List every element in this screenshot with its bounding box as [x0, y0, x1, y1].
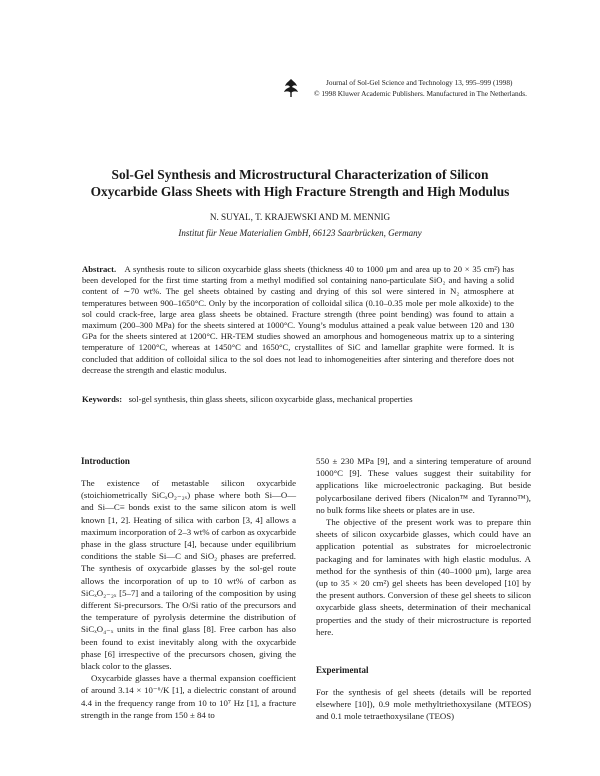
journal-citation: Journal of Sol-Gel Science and Technology 13, 995–999 (1998): [326, 78, 513, 87]
abstract-label: Abstract.: [82, 264, 117, 274]
right-column: [316, 455, 531, 638]
title-line-1: Sol-Gel Synthesis and Microstructural Characterization of Silicon: [111, 167, 489, 182]
keywords-text: sol-gel synthesis, thin glass sheets, silicon oxycarbide glass, mechanical properties: [128, 394, 413, 404]
authors: N. SUYAL, T. KRAJEWSKI AND M. MENNIG: [209, 212, 391, 222]
experimental-text: [316, 686, 531, 723]
copyright-line: © 1998 Kluwer Academic Publishers. Manufactured in The Netherlands.: [314, 89, 527, 98]
intro-paragraph-2: Oxycarbide glasses have a thermal expansion coefficient of around 3.14 × 10⁻⁶/K [1], a dielectric constant of around 4.4 in the frequency range from 10 to 10⁷ Hz [1], a fracture strength in the range from 150 ± 84 to: [81, 673, 296, 720]
keywords: [82, 394, 514, 405]
keywords-label: Keywords:: [82, 394, 123, 404]
section-heading-introduction: Introduction: [81, 456, 130, 466]
experimental-paragraph-1: For the synthesis of gel sheets (details will be reported elsewhere [10]), 0.9 mole methyltriethoxysilane (MTEOS) and 0.1 mole tetraethoxysilane (TEOS): [316, 687, 531, 722]
section-heading-experimental: Experimental: [316, 665, 369, 675]
left-column: [81, 477, 296, 721]
right-paragraph-1: 550 ± 230 MPa [9], and a sintering temperature of around 1000°C [9]. These values suggest their suitability for applications like microelectronic packaging. But beside polycarbosilane derived fibers (Nicalon™ and Tyranno™), no bulk forms like sheets or plates are in use.: [316, 456, 531, 515]
paper-title: [60, 166, 540, 200]
intro-paragraph-1: The existence of metastable silicon oxycarbide (stoichiometrically SiCₓO₂₋₂ₓ) phase where both Si—O— and Si—C≡ bonds exist to the same silicon atom is well known [1, 2]. Heating of silica with carbon [3, 4] allows a maximum incorporation of 2–3 wt% of carbon as oxycarbide phase in the glass structure [4], because under equilibrium conditions the stable Si—C and SiO₂ phases are preferred. The synthesis of oxycarbide glasses by the sol-gel route allows the incorporation of up to 10 wt% of carbon as SiCₓO₂₋₂ₓ [5–7] and a tailoring of the composition by using different Si-precursors. The O/Si ratio of the precursors and the temperature of pyrolysis determine the distribution of SiCₓO₄₋ₓ units in the final glass [8]. Free carbon has also been found to exist inevitably along with the oxycarbide phase [6] irrespective of the precursors chosen, giving the black color to the glasses.: [81, 478, 296, 672]
abstract: [82, 264, 514, 376]
abstract-text: A synthesis route to silicon oxycarbide glass sheets (thickness 40 to 1000 μm and area up to 20 × 35 cm²) has been developed for the first time starting from a methyl modified sol containing nano-particulate SiO₂ and having a solid content of ∼70 wt%. The gel sheets obtained by casting and drying of this sol were sintered in N₂ atmosphere at temperatures between 900–1650°C. Only by the incorporation of colloidal silica (0.10–0.35 mole per mole alkoxide) to the sol could crack-free, large area glass sheets be obtained. Fracture strength (three point bending) was found to attain a maximum (200–300 MPa) for the sheets sintered at 1000°C. Young’s modulus attained a peak value between 120 and 130 GPa for the sheets sintered at 1200°C. HR-TEM studies showed an amorphous and homogeneous matrix up to a sintering temperature of 1200°C, whereas at 1450°C and 1650°C, crystallites of SiC and lamellar graphite were formed. It is concluded that addition of colloidal silica to the sol does not lead to inhomogeneities after sintering and therefore does not decrease the strength and elastic modulus.: [82, 264, 514, 375]
right-paragraph-2: The objective of the present work was to prepare thin sheets of silicon oxycarbide glasses, which could have an application potential as substrates for microelectronic packaging and for laminates with high elastic modulus. A method for the synthesis of thin (40–1000 μm), large area (up to 35 × 20 cm²) gel sheets has been developed [10] by the present authors. Conversion of these gel sheets to silicon oxycarbide glass sheets, determination of their mechanical properties and the study of their microstructure is reported here.: [316, 517, 531, 637]
title-line-2: Oxycarbide Glass Sheets with High Fracture Strength and High Modulus: [90, 184, 510, 199]
publisher-logo-icon: [283, 78, 299, 98]
affiliation: Institut für Neue Materialien GmbH, 66123 Saarbrücken, Germany: [178, 228, 422, 238]
